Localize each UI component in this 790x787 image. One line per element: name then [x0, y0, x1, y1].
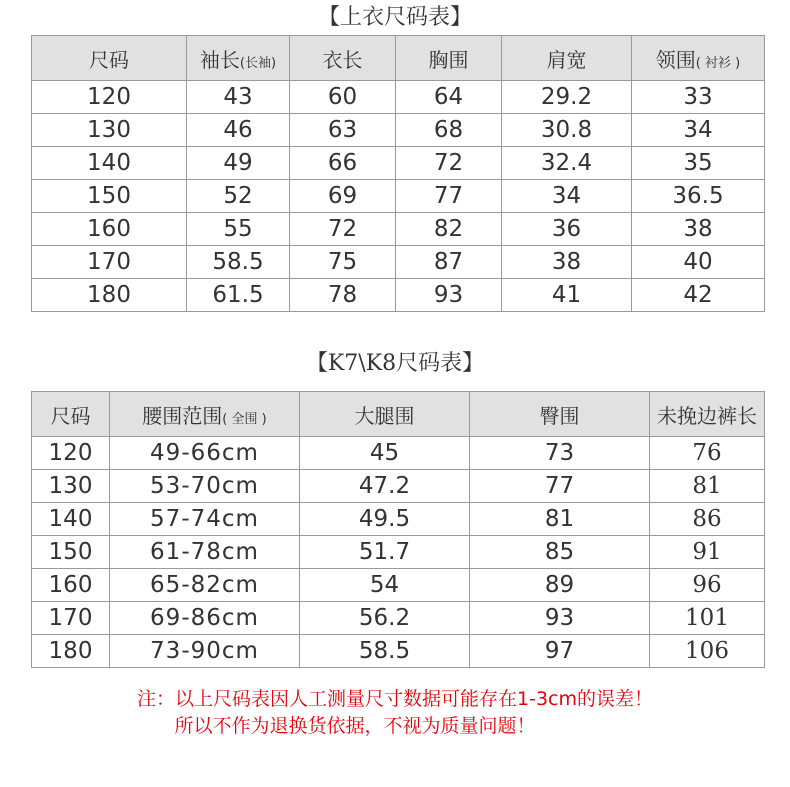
table-cell: 120	[32, 81, 187, 114]
table-cell: 65-82cm	[110, 569, 300, 602]
column-header-size: 尺码	[32, 36, 187, 81]
table-cell: 36.5	[632, 180, 765, 213]
table-cell: 86	[650, 503, 765, 536]
table-cell: 96	[650, 569, 765, 602]
table-cell: 73-90cm	[110, 635, 300, 668]
table-cell: 180	[32, 635, 110, 668]
table-cell: 170	[32, 246, 187, 279]
table-row	[32, 279, 765, 312]
table-cell: 160	[32, 213, 187, 246]
table-cell: 56.2	[300, 602, 470, 635]
table-cell: 97	[470, 635, 650, 668]
table-cell: 47.2	[300, 470, 470, 503]
table-cell: 68	[396, 114, 502, 147]
bottom-table-title: 【K7\K8尺码表】	[305, 351, 485, 376]
column-header-size: 尺码	[32, 392, 110, 437]
table-cell: 53-70cm	[110, 470, 300, 503]
column-header-chest: 胸围	[396, 36, 502, 81]
table-cell: 170	[32, 602, 110, 635]
table-cell: 89	[470, 569, 650, 602]
table-cell: 49.5	[300, 503, 470, 536]
table-cell: 77	[470, 470, 650, 503]
column-header-collar: 领围( 衬衫 )	[632, 36, 765, 81]
table-row	[32, 81, 765, 114]
table-cell: 46	[187, 114, 290, 147]
table-row	[32, 470, 765, 503]
table-cell: 38	[502, 246, 632, 279]
table-cell: 140	[32, 503, 110, 536]
column-header-sleeve-length: 袖长(长袖)	[187, 36, 290, 81]
bottom-size-table	[31, 391, 765, 668]
table-cell: 72	[290, 213, 396, 246]
table-cell: 93	[396, 279, 502, 312]
table-cell: 54	[300, 569, 470, 602]
table-cell: 77	[396, 180, 502, 213]
table-cell: 73	[470, 437, 650, 470]
table-cell: 36	[502, 213, 632, 246]
table-cell: 29.2	[502, 81, 632, 114]
table-cell: 81	[650, 470, 765, 503]
column-header-hip: 臀围	[470, 392, 650, 437]
table-cell: 66	[290, 147, 396, 180]
table-cell: 49-66cm	[110, 437, 300, 470]
table-cell: 72	[396, 147, 502, 180]
column-header-waist: 腰围范围( 全围 )	[110, 392, 300, 437]
table-cell: 106	[650, 635, 765, 668]
table-cell: 180	[32, 279, 187, 312]
table-cell: 63	[290, 114, 396, 147]
table-cell: 43	[187, 81, 290, 114]
table-cell: 34	[632, 114, 765, 147]
table-cell: 49	[187, 147, 290, 180]
table-cell: 42	[632, 279, 765, 312]
column-header-garment-length: 衣长	[290, 36, 396, 81]
column-header-shoulder: 肩宽	[502, 36, 632, 81]
table-row	[32, 635, 765, 668]
table-cell: 35	[632, 147, 765, 180]
table-cell: 82	[396, 213, 502, 246]
column-header-pant-length: 未挽边裤长	[650, 392, 765, 437]
table-cell: 76	[650, 437, 765, 470]
table-cell: 160	[32, 569, 110, 602]
table-cell: 150	[32, 180, 187, 213]
disclaimer-line-1: 注：以上尺码表因人工测量尺寸数据可能存在1-3cm的误差！	[137, 688, 653, 710]
table-cell: 61.5	[187, 279, 290, 312]
table-row	[32, 437, 765, 470]
table-row	[32, 147, 765, 180]
disclaimer-line-2: 所以不作为退换货依据，不视为质量问题！	[174, 715, 536, 737]
table-cell: 130	[32, 470, 110, 503]
table-cell: 32.4	[502, 147, 632, 180]
table-cell: 93	[470, 602, 650, 635]
table-cell: 130	[32, 114, 187, 147]
table-cell: 41	[502, 279, 632, 312]
table-cell: 69	[290, 180, 396, 213]
table-cell: 87	[396, 246, 502, 279]
table-cell: 34	[502, 180, 632, 213]
table-cell: 58.5	[300, 635, 470, 668]
table-cell: 85	[470, 536, 650, 569]
table-row	[32, 114, 765, 147]
top-table-title: 【上衣尺码表】	[317, 5, 472, 30]
table-cell: 69-86cm	[110, 602, 300, 635]
table-row	[32, 180, 765, 213]
table-cell: 61-78cm	[110, 536, 300, 569]
table-cell: 75	[290, 246, 396, 279]
table-row	[32, 536, 765, 569]
table-row	[32, 569, 765, 602]
table-cell: 91	[650, 536, 765, 569]
table-row	[32, 213, 765, 246]
table-cell: 55	[187, 213, 290, 246]
table-cell: 64	[396, 81, 502, 114]
table-cell: 81	[470, 503, 650, 536]
table-row	[32, 503, 765, 536]
table-row	[32, 246, 765, 279]
table-cell: 30.8	[502, 114, 632, 147]
table-cell: 140	[32, 147, 187, 180]
table-header-row	[32, 36, 765, 81]
table-cell: 60	[290, 81, 396, 114]
table-cell: 38	[632, 213, 765, 246]
top-size-table	[31, 35, 765, 312]
table-row	[32, 602, 765, 635]
table-cell: 45	[300, 437, 470, 470]
table-cell: 150	[32, 536, 110, 569]
column-header-thigh: 大腿围	[300, 392, 470, 437]
table-cell: 40	[632, 246, 765, 279]
table-cell: 78	[290, 279, 396, 312]
table-cell: 101	[650, 602, 765, 635]
table-cell: 52	[187, 180, 290, 213]
table-cell: 51.7	[300, 536, 470, 569]
table-cell: 33	[632, 81, 765, 114]
table-cell: 120	[32, 437, 110, 470]
table-cell: 57-74cm	[110, 503, 300, 536]
table-header-row	[32, 392, 765, 437]
table-cell: 58.5	[187, 246, 290, 279]
